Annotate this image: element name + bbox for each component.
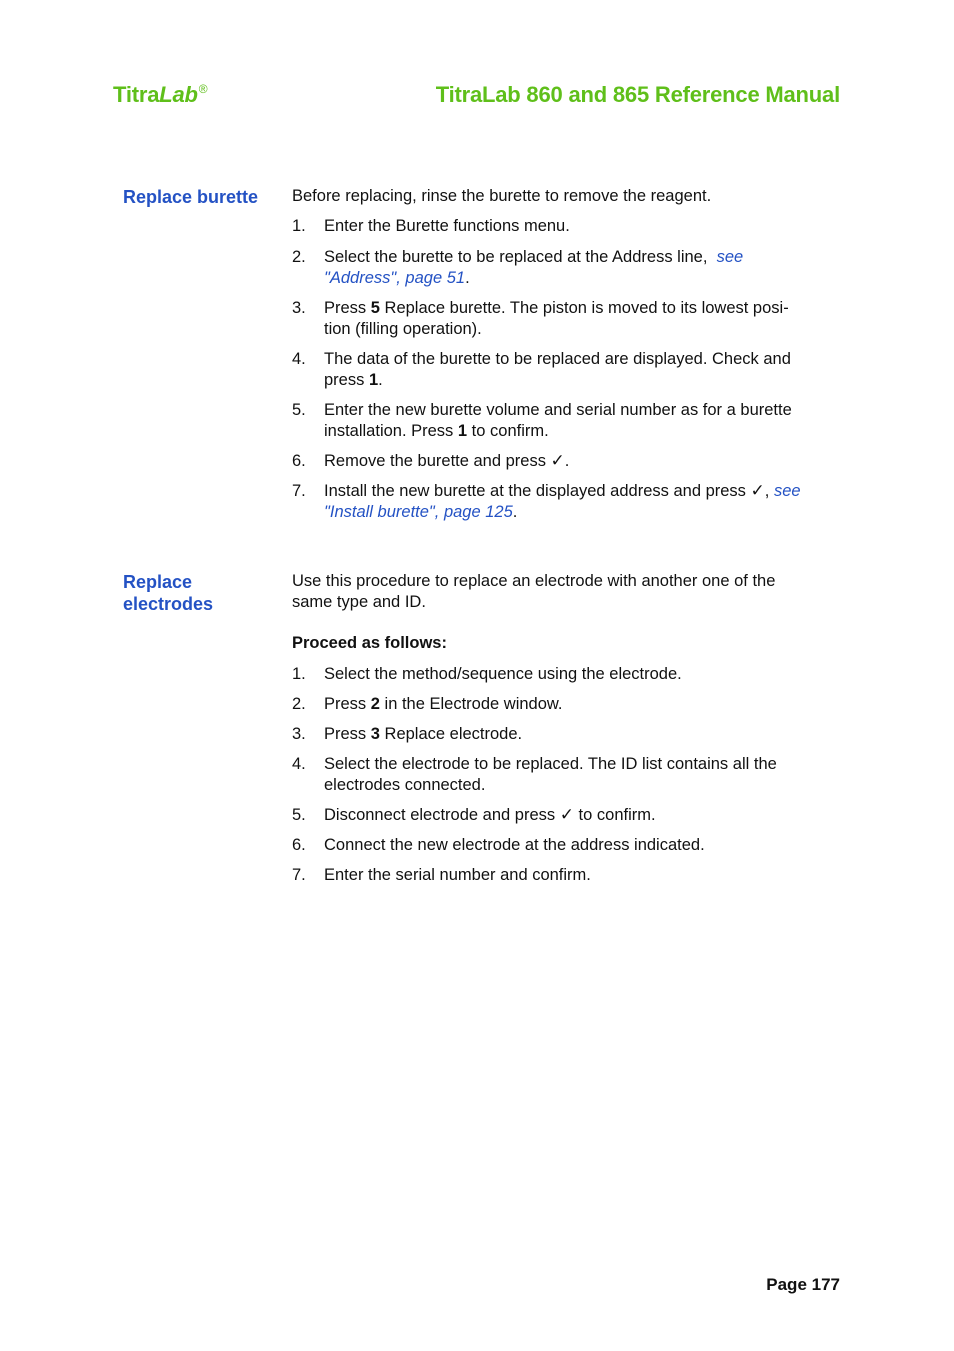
list-item: [292, 400, 837, 442]
key-number: 1: [457, 422, 468, 440]
steps-list: [292, 664, 837, 886]
proceed-heading: Proceed as follows:: [292, 634, 447, 652]
step-text: .: [512, 503, 518, 521]
manual-title: TitraLab 860 and 865 Reference Manual: [435, 82, 840, 107]
cross-reference-link[interactable]: see: [716, 248, 744, 266]
cross-reference-link[interactable]: "Address", page 51: [324, 269, 466, 287]
key-number: 3: [370, 725, 380, 743]
step-text: Connect the new electrode at the address indicated.: [324, 836, 705, 854]
step-text: Disconnect electrode and press: [324, 806, 560, 824]
step-number: 1.: [292, 217, 306, 235]
key-number: 5: [370, 299, 380, 317]
registered-mark: ®: [198, 82, 208, 96]
list-item: [292, 754, 837, 796]
cross-reference-link[interactable]: see: [773, 482, 801, 500]
step-text: Enter the serial number and confirm.: [324, 866, 591, 884]
check-icon: ✓: [559, 805, 574, 825]
step-text: press: [324, 371, 369, 389]
key-number: 1: [368, 371, 379, 389]
step-text: Replace electrode.: [379, 725, 523, 743]
list-item: [292, 247, 837, 289]
list-item: [292, 724, 837, 745]
step-text: .: [465, 269, 470, 287]
step-text: Select the method/sequence using the electrode.: [324, 665, 682, 683]
step-text: Press: [324, 725, 371, 743]
step-text: Replace burette. The piston is moved to its lowest posi-: [379, 299, 789, 317]
step-text: .: [378, 371, 383, 389]
section-title-line: Replace: [123, 572, 193, 592]
step-number: 5.: [292, 401, 306, 419]
cross-reference-link[interactable]: "Install burette", page 125: [324, 503, 513, 521]
step-text: Install the new burette at the displayed address and press: [324, 482, 751, 500]
step-text: Press: [324, 299, 371, 317]
section-title: [123, 571, 283, 615]
step-number: 3.: [292, 299, 306, 317]
brand-lab: Lab: [159, 82, 198, 107]
list-item: [292, 835, 837, 856]
brand-prefix: Titra: [113, 82, 160, 107]
step-text: electrodes connected.: [324, 776, 486, 794]
step-number: 1.: [292, 665, 306, 683]
step-number: 6.: [292, 452, 306, 470]
list-item: [292, 298, 837, 340]
step-text: Enter the new burette volume and serial number as for a burette: [324, 401, 792, 419]
page-number: Page 177: [766, 1275, 840, 1294]
step-number: 3.: [292, 725, 306, 743]
brand-logo: [113, 82, 207, 108]
list-item: [292, 451, 837, 472]
list-item: [292, 216, 837, 237]
step-number: 2.: [292, 695, 306, 713]
step-text: tion (filling operation).: [324, 320, 482, 338]
section-title: Replace burette: [123, 187, 259, 207]
list-item: [292, 481, 837, 523]
intro-line: same type and ID.: [292, 593, 426, 611]
step-text: .: [564, 452, 570, 470]
step-text: to confirm.: [573, 806, 656, 824]
step-number: 6.: [292, 836, 306, 854]
section-intro: [292, 571, 837, 613]
step-number: 5.: [292, 806, 306, 824]
check-icon: ✓: [550, 451, 565, 471]
section-intro: Before replacing, rinse the burette to remove the reagent.: [292, 187, 712, 205]
steps-list: [292, 216, 837, 523]
step-text: Remove the burette and press: [324, 452, 551, 470]
step-number: 2.: [292, 248, 306, 266]
step-text: installation. Press: [324, 422, 458, 440]
step-text: Enter the Burette functions menu.: [324, 217, 570, 235]
step-number: 7.: [292, 482, 306, 500]
step-text: to confirm.: [467, 422, 549, 440]
list-item: [292, 664, 837, 685]
check-icon: ✓: [750, 481, 765, 501]
step-text: Select the electrode to be replaced. The ID list contains all the: [324, 755, 777, 773]
intro-line: Use this procedure to replace an electrode with another one of the: [292, 572, 776, 590]
key-number: 2: [370, 695, 380, 713]
step-text: Press: [324, 695, 371, 713]
list-item: [292, 349, 837, 391]
step-text: The data of the burette to be replaced are displayed. Check and: [324, 350, 791, 368]
list-item: [292, 865, 837, 886]
step-number: 4.: [292, 755, 306, 773]
list-item: [292, 694, 837, 715]
section-title-line: electrodes: [123, 594, 214, 614]
step-text: in the Electrode window.: [379, 695, 563, 713]
step-text: ,: [764, 482, 770, 500]
step-number: 4.: [292, 350, 306, 368]
step-text: Select the burette to be replaced at the Address line,: [324, 248, 708, 266]
list-item: [292, 805, 837, 826]
step-number: 7.: [292, 866, 306, 884]
